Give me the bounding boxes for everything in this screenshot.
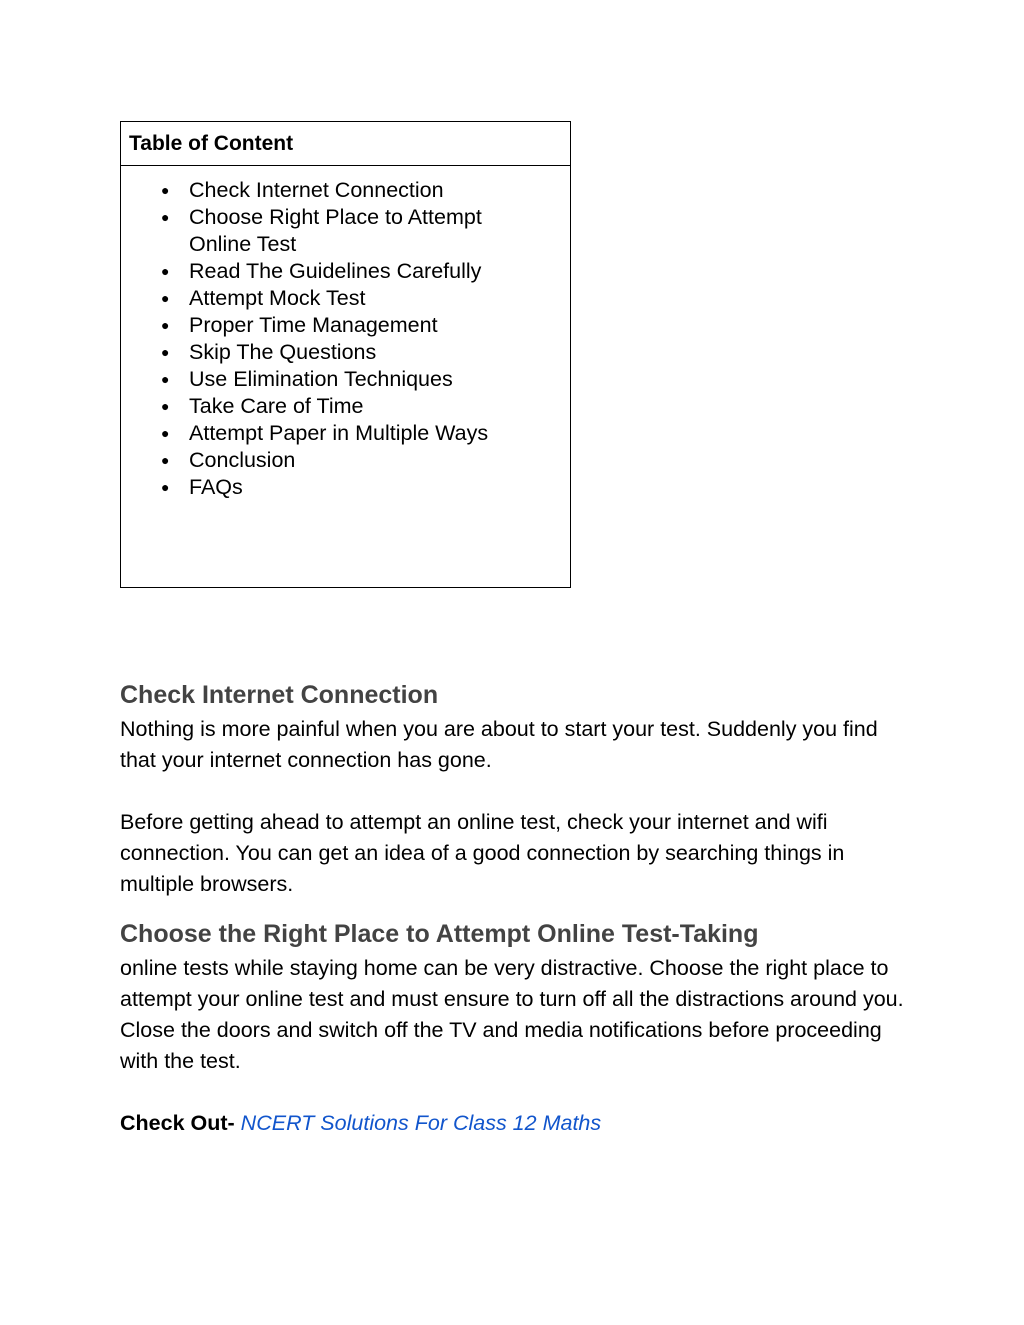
- toc-item-label: Proper Time Management: [189, 313, 438, 337]
- toc-item: [121, 474, 570, 501]
- check-out-line: [120, 1108, 910, 1139]
- bullet-icon: ●: [161, 263, 170, 279]
- paragraph: Nothing is more painful when you are about to start your test. Suddenly you find that your internet connection has gone.: [120, 717, 878, 772]
- toc-item-label: Attempt Paper in Multiple Ways: [189, 421, 489, 445]
- bullet-icon: ●: [161, 209, 170, 225]
- toc-list: [121, 166, 570, 501]
- toc-item-label: Skip The Questions: [189, 340, 377, 364]
- bullet-icon: ●: [161, 452, 170, 468]
- ncert-solutions-link[interactable]: NCERT Solutions For Class 12 Maths: [240, 1111, 602, 1135]
- toc-item-label: Read The Guidelines Carefully: [189, 259, 482, 283]
- toc-item-label: Use Elimination Techniques: [189, 367, 453, 391]
- bullet-icon: ●: [161, 398, 170, 414]
- toc-item-label: Attempt Mock Test: [189, 286, 366, 310]
- toc-item: [121, 285, 570, 312]
- article-content: [120, 676, 910, 1139]
- paragraph: online tests while staying home can be very distractive. Choose the right place to attempt your online test and must ensure to turn off all the distractions around you. Close the doors and switch off the TV and media notifications before proceeding with the test.: [120, 956, 904, 1073]
- bullet-icon: ●: [161, 479, 170, 495]
- toc-title: Table of Content: [129, 132, 294, 155]
- check-out-label: Check Out-: [120, 1111, 235, 1135]
- bullet-icon: ●: [161, 317, 170, 333]
- section-heading-right-place: Choose the Right Place to Attempt Online Test-Taking: [120, 920, 759, 948]
- bullet-icon: ●: [161, 290, 170, 306]
- bullet-icon: ●: [161, 344, 170, 360]
- bullet-icon: ●: [161, 425, 170, 441]
- toc-item: [121, 258, 570, 285]
- toc-item: [121, 447, 570, 474]
- bullet-icon: ●: [161, 371, 170, 387]
- toc-item: [121, 393, 570, 420]
- toc-item: [121, 312, 570, 339]
- toc-item-label: Choose Right Place to Attempt Online Test: [189, 205, 482, 256]
- toc-item-label: Take Care of Time: [189, 394, 364, 418]
- paragraph-spacer: [120, 1077, 910, 1108]
- toc-item: [121, 339, 570, 366]
- section-spacer: [120, 900, 910, 915]
- toc-item: [121, 204, 570, 258]
- paragraph-spacer: [120, 776, 910, 807]
- paragraph: Before getting ahead to attempt an online test, check your internet and wifi connection. You can get an idea of a good connection by searching things in multiple browsers.: [120, 810, 845, 896]
- toc-item-label: Check Internet Connection: [189, 178, 444, 202]
- toc-item: [121, 366, 570, 393]
- table-of-content-box: [120, 121, 571, 588]
- toc-item-label: FAQs: [189, 475, 243, 499]
- toc-item: [121, 420, 570, 447]
- bullet-icon: ●: [161, 182, 170, 198]
- toc-header: [121, 122, 570, 166]
- toc-item-label: Conclusion: [189, 448, 296, 472]
- toc-item: [121, 177, 570, 204]
- section-heading-internet: Check Internet Connection: [120, 681, 439, 709]
